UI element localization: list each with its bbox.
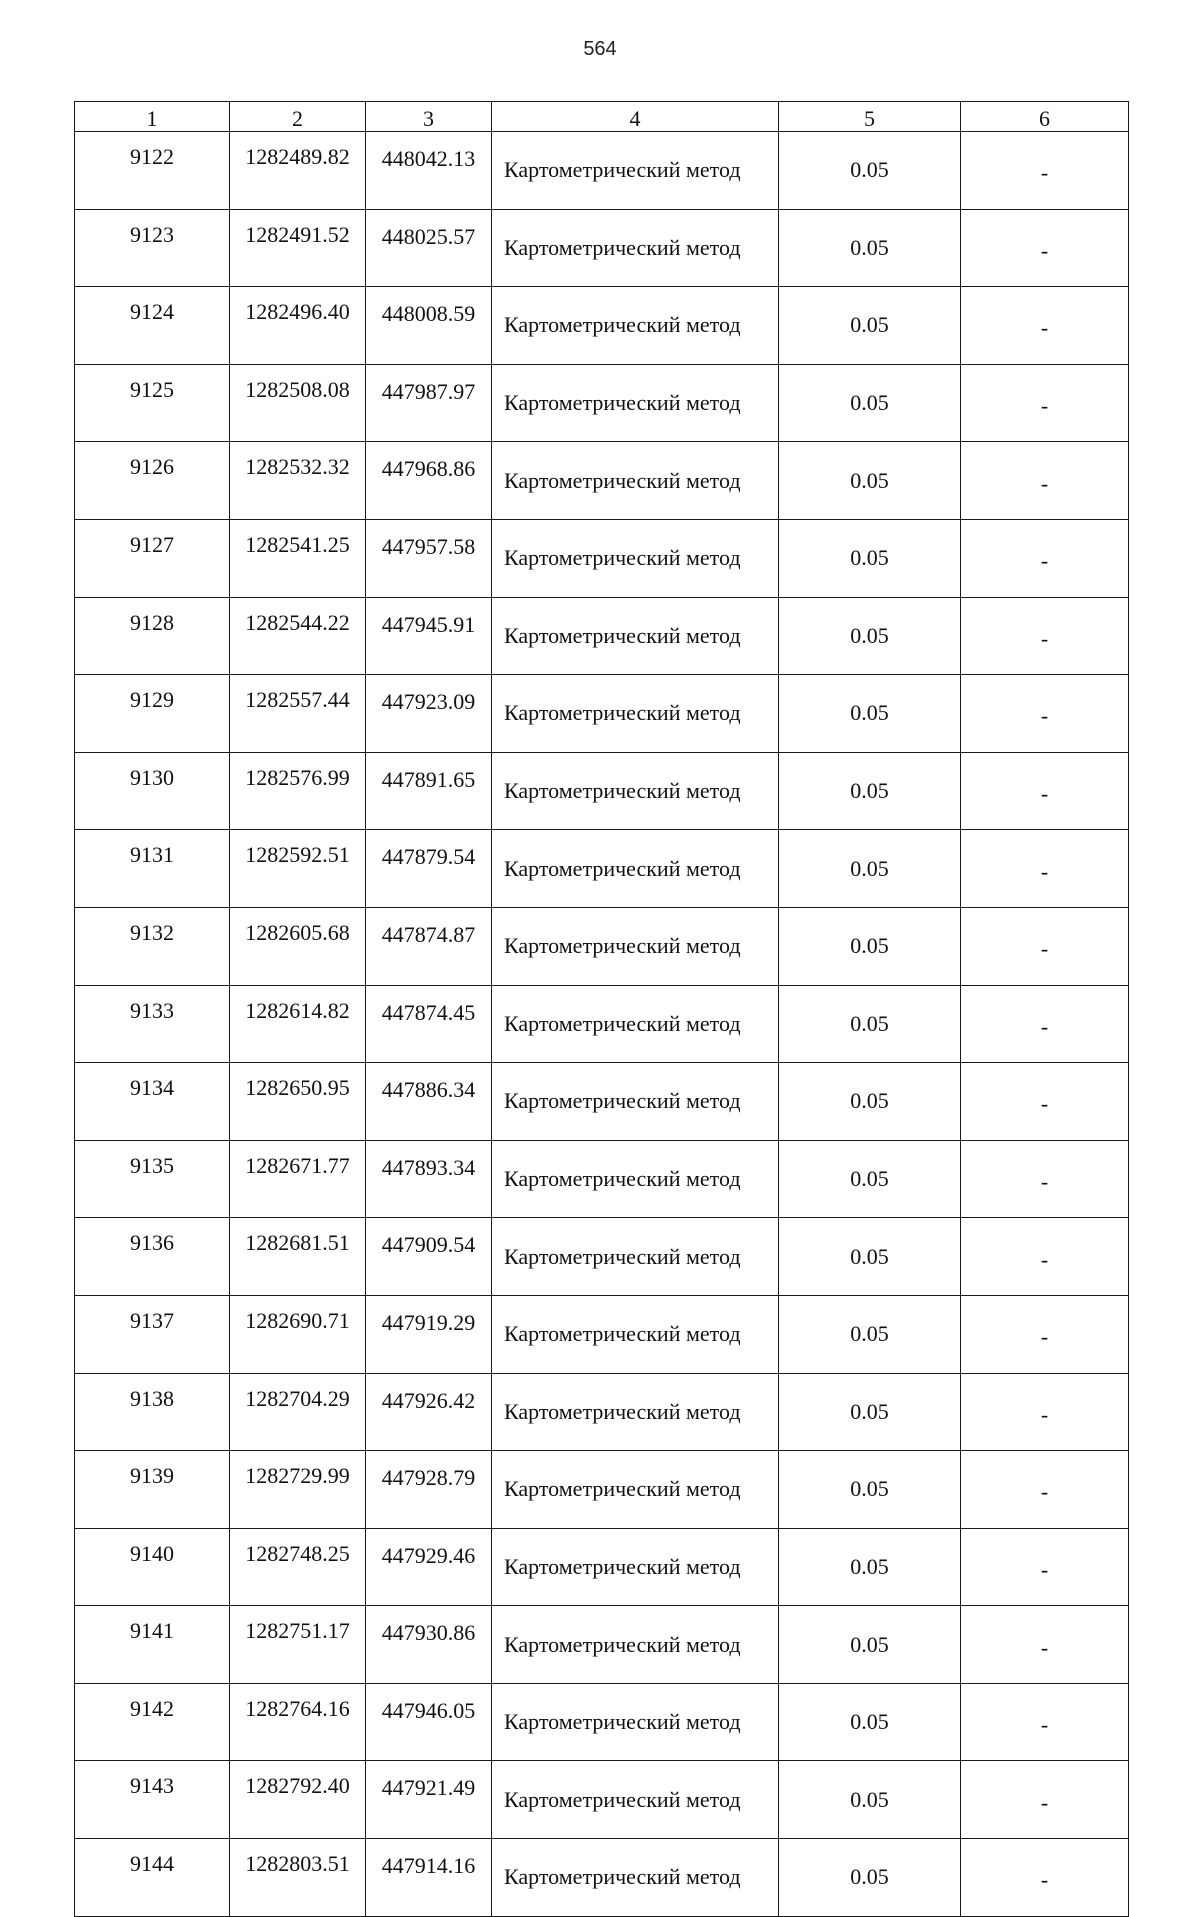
table-row <box>75 209 1129 287</box>
accuracy-cell: 0.05 <box>779 364 961 442</box>
y-coordinate-cell: 447921.49 <box>366 1761 492 1839</box>
note-cell: - <box>961 752 1129 830</box>
y-coordinate-cell: 447945.91 <box>366 597 492 675</box>
point-number-cell: 9139 <box>75 1451 230 1529</box>
table-row <box>75 675 1129 753</box>
accuracy-cell: 0.05 <box>779 1451 961 1529</box>
x-coordinate-cell: 1282764.16 <box>230 1683 366 1761</box>
accuracy-cell: 0.05 <box>779 1761 961 1839</box>
y-coordinate-cell: 447879.54 <box>366 830 492 908</box>
y-coordinate-cell: 447909.54 <box>366 1218 492 1296</box>
point-number-cell: 9129 <box>75 675 230 753</box>
accuracy-cell: 0.05 <box>779 1683 961 1761</box>
accuracy-cell: 0.05 <box>779 1528 961 1606</box>
method-cell: Картометрический метод <box>492 1140 779 1218</box>
column-header-1: 1 <box>75 102 230 132</box>
note-cell: - <box>961 1218 1129 1296</box>
note-cell: - <box>961 1606 1129 1684</box>
table-row <box>75 985 1129 1063</box>
x-coordinate-cell: 1282614.82 <box>230 985 366 1063</box>
y-coordinate-cell: 447914.16 <box>366 1839 492 1917</box>
note-cell: - <box>961 1761 1129 1839</box>
note-cell: - <box>961 830 1129 908</box>
point-number-cell: 9143 <box>75 1761 230 1839</box>
x-coordinate-cell: 1282576.99 <box>230 752 366 830</box>
y-coordinate-cell: 447893.34 <box>366 1140 492 1218</box>
method-cell: Картометрический метод <box>492 287 779 365</box>
accuracy-cell: 0.05 <box>779 442 961 520</box>
y-coordinate-cell: 447968.86 <box>366 442 492 520</box>
column-header-2: 2 <box>230 102 366 132</box>
x-coordinate-cell: 1282803.51 <box>230 1839 366 1917</box>
accuracy-cell: 0.05 <box>779 1373 961 1451</box>
table-row <box>75 1218 1129 1296</box>
point-number-cell: 9130 <box>75 752 230 830</box>
coordinates-table <box>74 101 1129 1917</box>
y-coordinate-cell: 448025.57 <box>366 209 492 287</box>
table-row <box>75 1606 1129 1684</box>
point-number-cell: 9132 <box>75 907 230 985</box>
table-row <box>75 1295 1129 1373</box>
x-coordinate-cell: 1282605.68 <box>230 907 366 985</box>
point-number-cell: 9136 <box>75 1218 230 1296</box>
note-cell: - <box>961 364 1129 442</box>
point-number-cell: 9125 <box>75 364 230 442</box>
method-cell: Картометрический метод <box>492 1295 779 1373</box>
y-coordinate-cell: 447926.42 <box>366 1373 492 1451</box>
table-row <box>75 364 1129 442</box>
accuracy-cell: 0.05 <box>779 287 961 365</box>
x-coordinate-cell: 1282532.32 <box>230 442 366 520</box>
x-coordinate-cell: 1282557.44 <box>230 675 366 753</box>
point-number-cell: 9131 <box>75 830 230 908</box>
y-coordinate-cell: 447874.87 <box>366 907 492 985</box>
table-row <box>75 442 1129 520</box>
point-number-cell: 9140 <box>75 1528 230 1606</box>
point-number-cell: 9134 <box>75 1063 230 1141</box>
x-coordinate-cell: 1282489.82 <box>230 132 366 210</box>
note-cell: - <box>961 132 1129 210</box>
x-coordinate-cell: 1282792.40 <box>230 1761 366 1839</box>
accuracy-cell: 0.05 <box>779 1295 961 1373</box>
page-number: 564 <box>583 38 617 60</box>
point-number-cell: 9137 <box>75 1295 230 1373</box>
table-row <box>75 907 1129 985</box>
x-coordinate-cell: 1282681.51 <box>230 1218 366 1296</box>
table-row <box>75 287 1129 365</box>
method-cell: Картометрический метод <box>492 597 779 675</box>
note-cell: - <box>961 442 1129 520</box>
note-cell: - <box>961 985 1129 1063</box>
accuracy-cell: 0.05 <box>779 209 961 287</box>
method-cell: Картометрический метод <box>492 830 779 908</box>
accuracy-cell: 0.05 <box>779 985 961 1063</box>
y-coordinate-cell: 447919.29 <box>366 1295 492 1373</box>
method-cell: Картометрический метод <box>492 1606 779 1684</box>
method-cell: Картометрический метод <box>492 1451 779 1529</box>
table-row <box>75 519 1129 597</box>
accuracy-cell: 0.05 <box>779 675 961 753</box>
y-coordinate-cell: 448042.13 <box>366 132 492 210</box>
note-cell: - <box>961 597 1129 675</box>
note-cell: - <box>961 1839 1129 1917</box>
accuracy-cell: 0.05 <box>779 830 961 908</box>
method-cell: Картометрический метод <box>492 1528 779 1606</box>
note-cell: - <box>961 1683 1129 1761</box>
accuracy-cell: 0.05 <box>779 752 961 830</box>
x-coordinate-cell: 1282690.71 <box>230 1295 366 1373</box>
x-coordinate-cell: 1282729.99 <box>230 1451 366 1529</box>
accuracy-cell: 0.05 <box>779 519 961 597</box>
y-coordinate-cell: 447874.45 <box>366 985 492 1063</box>
point-number-cell: 9128 <box>75 597 230 675</box>
column-header-5: 5 <box>779 102 961 132</box>
column-header-4: 4 <box>492 102 779 132</box>
y-coordinate-cell: 447987.97 <box>366 364 492 442</box>
x-coordinate-cell: 1282748.25 <box>230 1528 366 1606</box>
column-header-3: 3 <box>366 102 492 132</box>
note-cell: - <box>961 675 1129 753</box>
accuracy-cell: 0.05 <box>779 907 961 985</box>
method-cell: Картометрический метод <box>492 1373 779 1451</box>
x-coordinate-cell: 1282508.08 <box>230 364 366 442</box>
accuracy-cell: 0.05 <box>779 1063 961 1141</box>
accuracy-cell: 0.05 <box>779 1606 961 1684</box>
accuracy-cell: 0.05 <box>779 1218 961 1296</box>
point-number-cell: 9122 <box>75 132 230 210</box>
method-cell: Картометрический метод <box>492 752 779 830</box>
point-number-cell: 9124 <box>75 287 230 365</box>
point-number-cell: 9135 <box>75 1140 230 1218</box>
method-cell: Картометрический метод <box>492 132 779 210</box>
table-row <box>75 1528 1129 1606</box>
method-cell: Картометрический метод <box>492 1839 779 1917</box>
table-row <box>75 1063 1129 1141</box>
method-cell: Картометрический метод <box>492 985 779 1063</box>
table-row <box>75 752 1129 830</box>
accuracy-cell: 0.05 <box>779 1140 961 1218</box>
x-coordinate-cell: 1282491.52 <box>230 209 366 287</box>
y-coordinate-cell: 447957.58 <box>366 519 492 597</box>
y-coordinate-cell: 448008.59 <box>366 287 492 365</box>
method-cell: Картометрический метод <box>492 675 779 753</box>
note-cell: - <box>961 1295 1129 1373</box>
point-number-cell: 9142 <box>75 1683 230 1761</box>
table-row <box>75 1140 1129 1218</box>
table-row <box>75 1451 1129 1529</box>
point-number-cell: 9133 <box>75 985 230 1063</box>
method-cell: Картометрический метод <box>492 1761 779 1839</box>
table-body <box>75 132 1129 1917</box>
table-row <box>75 1683 1129 1761</box>
point-number-cell: 9123 <box>75 209 230 287</box>
point-number-cell: 9141 <box>75 1606 230 1684</box>
y-coordinate-cell: 447930.86 <box>366 1606 492 1684</box>
note-cell: - <box>961 287 1129 365</box>
x-coordinate-cell: 1282541.25 <box>230 519 366 597</box>
x-coordinate-cell: 1282671.77 <box>230 1140 366 1218</box>
method-cell: Картометрический метод <box>492 209 779 287</box>
table-row <box>75 1839 1129 1917</box>
method-cell: Картометрический метод <box>492 442 779 520</box>
point-number-cell: 9126 <box>75 442 230 520</box>
table-row <box>75 830 1129 908</box>
table-header-row <box>75 102 1129 132</box>
method-cell: Картометрический метод <box>492 519 779 597</box>
note-cell: - <box>961 1140 1129 1218</box>
note-cell: - <box>961 209 1129 287</box>
note-cell: - <box>961 1528 1129 1606</box>
x-coordinate-cell: 1282650.95 <box>230 1063 366 1141</box>
note-cell: - <box>961 1451 1129 1529</box>
point-number-cell: 9127 <box>75 519 230 597</box>
table-row <box>75 1373 1129 1451</box>
method-cell: Картометрический метод <box>492 364 779 442</box>
method-cell: Картометрический метод <box>492 1218 779 1296</box>
table-row <box>75 597 1129 675</box>
y-coordinate-cell: 447929.46 <box>366 1528 492 1606</box>
x-coordinate-cell: 1282751.17 <box>230 1606 366 1684</box>
x-coordinate-cell: 1282496.40 <box>230 287 366 365</box>
accuracy-cell: 0.05 <box>779 1839 961 1917</box>
point-number-cell: 9144 <box>75 1839 230 1917</box>
method-cell: Картометрический метод <box>492 907 779 985</box>
y-coordinate-cell: 447923.09 <box>366 675 492 753</box>
note-cell: - <box>961 1373 1129 1451</box>
note-cell: - <box>961 1063 1129 1141</box>
column-header-6: 6 <box>961 102 1129 132</box>
x-coordinate-cell: 1282544.22 <box>230 597 366 675</box>
table-row <box>75 1761 1129 1839</box>
point-number-cell: 9138 <box>75 1373 230 1451</box>
x-coordinate-cell: 1282704.29 <box>230 1373 366 1451</box>
note-cell: - <box>961 519 1129 597</box>
y-coordinate-cell: 447886.34 <box>366 1063 492 1141</box>
y-coordinate-cell: 447891.65 <box>366 752 492 830</box>
y-coordinate-cell: 447928.79 <box>366 1451 492 1529</box>
note-cell: - <box>961 907 1129 985</box>
accuracy-cell: 0.05 <box>779 132 961 210</box>
method-cell: Картометрический метод <box>492 1063 779 1141</box>
y-coordinate-cell: 447946.05 <box>366 1683 492 1761</box>
accuracy-cell: 0.05 <box>779 597 961 675</box>
x-coordinate-cell: 1282592.51 <box>230 830 366 908</box>
table-row <box>75 132 1129 210</box>
method-cell: Картометрический метод <box>492 1683 779 1761</box>
